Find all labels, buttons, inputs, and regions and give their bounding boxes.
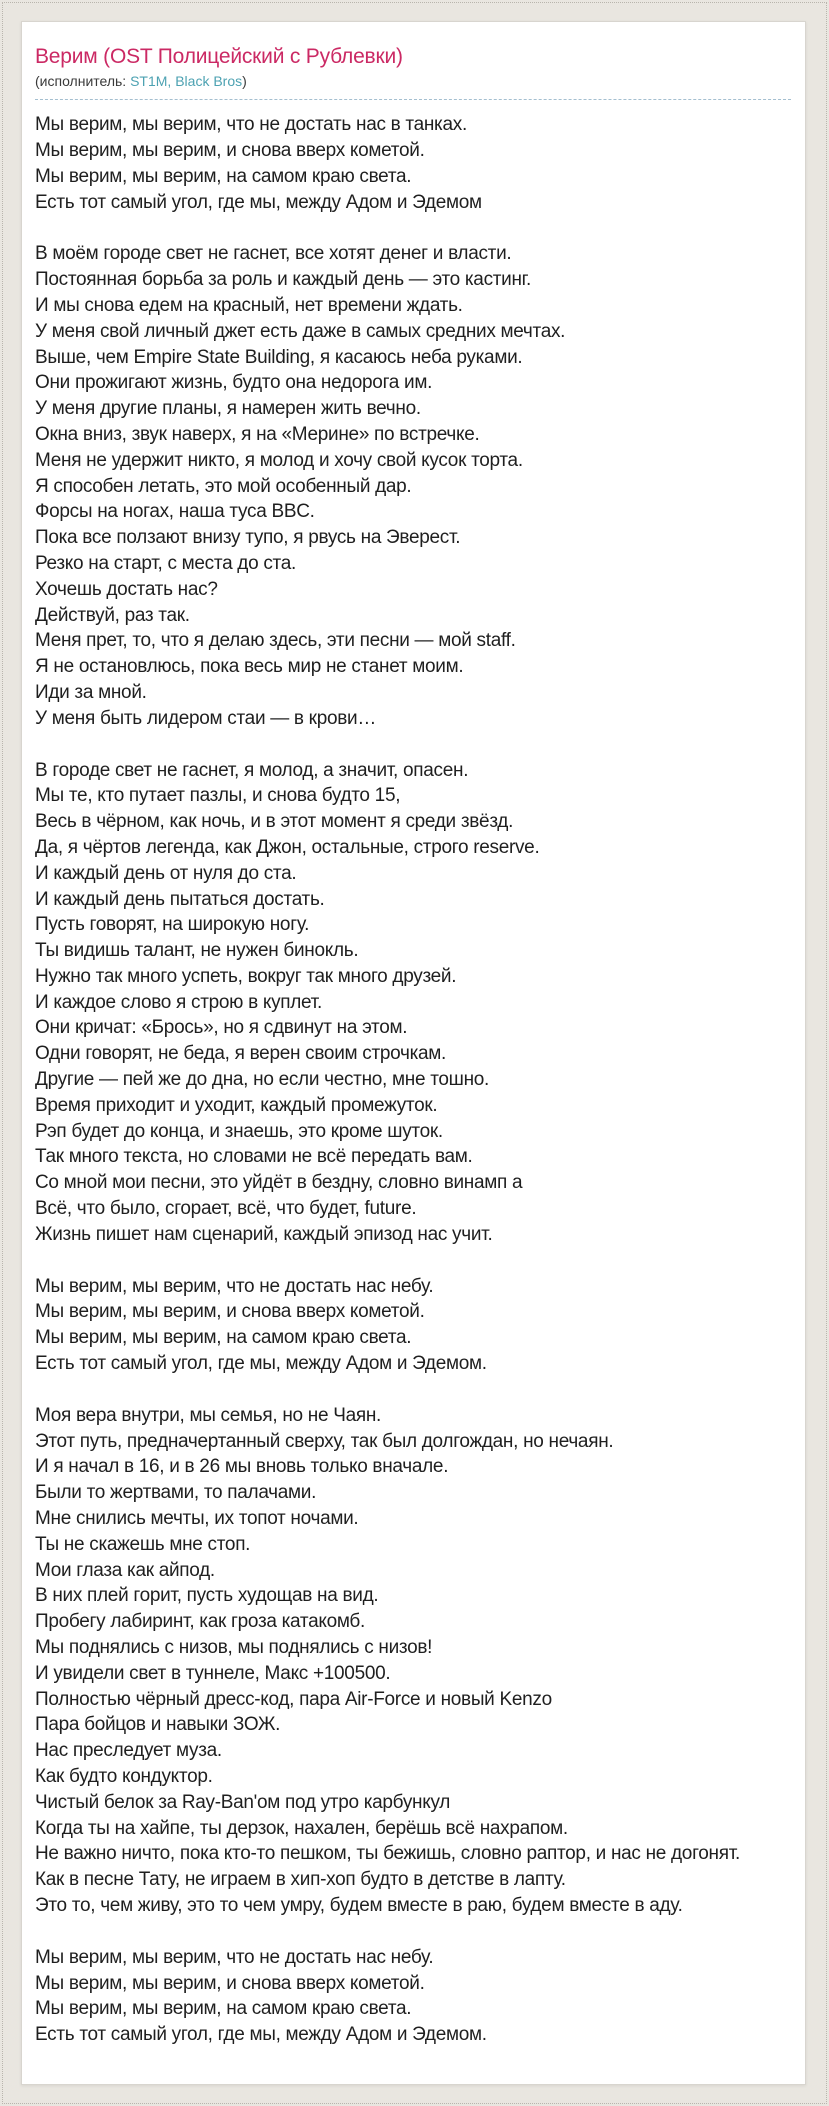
lyrics <box>35 112 791 2048</box>
lyrics-card <box>21 21 806 2085</box>
lyric-line: Когда ты на хайпе, ты дерзок, нахален, берёшь всё нахрапом. <box>35 1817 568 1839</box>
lyric-line: Моя вера внутри, мы семья, но не Чаян. <box>35 1404 382 1426</box>
lyric-line: Пара бойцов и навыки ЗОЖ. <box>35 1714 281 1736</box>
lyric-line: Жизнь пишет нам сценарий, каждый эпизод нас учит. <box>35 1223 493 1245</box>
lyric-line: Ты видишь талант, не нужен бинокль. <box>35 940 359 962</box>
lyric-line: Как в песне Тату, не играем в хип-хоп будто в детстве в лапту. <box>35 1869 566 1891</box>
lyric-line: Пусть говорят, на широкую ногу. <box>35 914 310 936</box>
song-title: Верим (OST Полицейский с Рублевки) <box>35 45 403 68</box>
lyric-line: У меня быть лидером стаи — в крови… <box>35 707 377 729</box>
lyric-line: Действуй, раз так. <box>35 604 190 626</box>
lyric-line: Мы те, кто путает пазлы, и снова будто 15, <box>35 785 401 807</box>
lyric-line: Это то, чем живу, это то чем умру, будем вместе в раю, будем вместе в аду. <box>35 1894 683 1916</box>
artist-link[interactable]: ST1M, Black Bros <box>130 73 243 90</box>
lyric-line: Нас преследует муза. <box>35 1740 222 1762</box>
lyric-line: Мы верим, мы верим, и снова вверх кометой. <box>35 139 425 161</box>
lyric-line: Ты не скажешь мне стоп. <box>35 1533 251 1555</box>
lyric-line: Хочешь достать нас? <box>35 578 218 600</box>
lyric-line: Я способен летать, это мой особенный дар. <box>35 475 412 497</box>
lyric-line: У меня другие планы, я намерен жить вечно. <box>35 398 421 420</box>
lyric-line: Рэп будет до конца, и знаешь, это кроме шуток. <box>35 1120 443 1142</box>
lyric-line: Мы верим, мы верим, что не достать нас небу. <box>35 1275 434 1297</box>
lyric-line: Мне снились мечты, их топот ночами. <box>35 1508 359 1530</box>
lyric-line: Постоянная борьба за роль и каждый день — это кастинг. <box>35 269 531 291</box>
lyric-line: Мы верим, мы верим, и снова вверх кометой. <box>35 1972 425 1994</box>
lyric-line: Так много текста, но словами не всё передать вам. <box>35 1146 473 1168</box>
lyric-line: Окна вниз, звук наверх, я на «Мерине» по встречке. <box>35 423 480 445</box>
lyric-line: Нужно так много успеть, вокруг так много друзей. <box>35 965 457 987</box>
lyric-line: И каждый день пытаться достать. <box>35 888 325 910</box>
lyric-line: У меня свой личный джет есть даже в самых средних мечтах. <box>35 320 566 342</box>
lyric-line: Форсы на ногах, наша туса BBC. <box>35 501 315 523</box>
lyric-line: Они прожигают жизнь, будто она недорога им. <box>35 372 433 394</box>
lyric-line: Мои глаза как айпод. <box>35 1559 215 1581</box>
stanza <box>35 112 791 215</box>
lyric-line: Этот путь, предначертанный сверху, так был долгождан, но нечаян. <box>35 1430 614 1452</box>
lyric-line: Мы верим, мы верим, что не достать нас небу. <box>35 1946 434 1968</box>
lyric-line: Пока все ползают внизу тупо, я рвусь на Эверест. <box>35 527 461 549</box>
lyric-line: Одни говорят, не беда, я верен своим строчкам. <box>35 1043 447 1065</box>
lyric-line: Мы поднялись с низов, мы поднялись с низов! <box>35 1637 433 1659</box>
lyric-line: Были то жертвами, то палачами. <box>35 1482 317 1504</box>
artist-line <box>35 73 791 100</box>
lyric-line: Мы верим, мы верим, на самом краю света. <box>35 1998 412 2020</box>
lyric-line: И увидели свет в туннеле, Макс +100500. <box>35 1662 391 1684</box>
stanza <box>35 758 791 1248</box>
lyric-line: И каждое слово я строю в куплет. <box>35 991 322 1013</box>
lyric-line: И я начал в 16, и в 26 мы вновь только вначале. <box>35 1456 449 1478</box>
lyric-line: Со мной мои песни, это уйдёт в бездну, словно винамп а <box>35 1172 523 1194</box>
lyric-line: Мы верим, мы верим, на самом краю света. <box>35 165 412 187</box>
lyric-line: Как будто кондуктор. <box>35 1766 213 1787</box>
stanza <box>35 1403 791 1919</box>
lyric-line: В них плей горит, пусть худощав на вид. <box>35 1585 379 1607</box>
lyric-line: Они кричат: «Брось», но я сдвинут на этом. <box>35 1017 408 1039</box>
lyric-line: Всё, что было, сгорает, всё, что будет, future. <box>35 1198 417 1220</box>
lyric-line: Не важно ничто, пока кто-то пешком, ты бежишь, словно раптор, и нас не догонят. <box>35 1843 741 1865</box>
lyric-line: Меня прет, то, что я делаю здесь, эти песни — мой staff. <box>35 630 516 652</box>
lyric-line: В моём городе свет не гаснет, все хотят денег и власти. <box>35 243 512 265</box>
lyric-line: Есть тот самый угол, где мы, между Адом и Эдемом. <box>35 1353 487 1375</box>
stanza <box>35 1945 791 2048</box>
lyric-line: Мы верим, мы верим, на самом краю света. <box>35 1327 412 1349</box>
artist-suffix-label: ) <box>242 73 247 90</box>
lyric-line: Есть тот самый угол, где мы, между Адом и Эдемом. <box>35 2024 487 2046</box>
stanza <box>35 241 791 731</box>
lyric-line: Меня не удержит никто, я молод и хочу свой кусок торта. <box>35 449 523 471</box>
lyric-line: Мы верим, мы верим, что не достать нас в танках. <box>35 114 467 136</box>
lyric-line: Весь в чёрном, как ночь, и в этот момент я среди звёзд. <box>35 811 514 833</box>
lyric-line: Резко на старт, с места до ста. <box>35 552 296 574</box>
lyric-line: Пробегу лабиринт, как гроза катакомб. <box>35 1611 365 1633</box>
lyric-line: Да, я чёртов легенда, как Джон, остальные, строго reserve. <box>35 836 540 858</box>
lyric-line: В городе свет не гаснет, я молод, а значит, опасен. <box>35 759 469 781</box>
lyric-line: Чистый белок за Ray-Ban'ом под утро карбункул <box>35 1791 451 1813</box>
lyric-line: Есть тот самый угол, где мы, между Адом и Эдемом <box>35 191 482 213</box>
artist-prefix-label: (исполнитель: <box>35 73 131 90</box>
lyric-line: Иди за мной. <box>35 681 147 703</box>
lyric-line: И мы снова едем на красный, нет времени ждать. <box>35 294 463 316</box>
lyric-line: Выше, чем Empire State Building, я касаюсь неба руками. <box>35 346 523 368</box>
lyric-line: Мы верим, мы верим, и снова вверх кометой. <box>35 1301 425 1323</box>
lyric-line: И каждый день от нуля до ста. <box>35 862 297 884</box>
stanza <box>35 1274 791 1377</box>
lyric-line: Я не остановлюсь, пока весь мир не станет моим. <box>35 656 464 678</box>
lyric-line: Полностью чёрный дресс-код, пара Air-Force и новый Kenzo <box>35 1688 552 1710</box>
lyric-line: Другие — пей же до дна, но если честно, мне тошно. <box>35 1069 490 1091</box>
lyric-line: Время приходит и уходит, каждый промежуток. <box>35 1094 438 1116</box>
